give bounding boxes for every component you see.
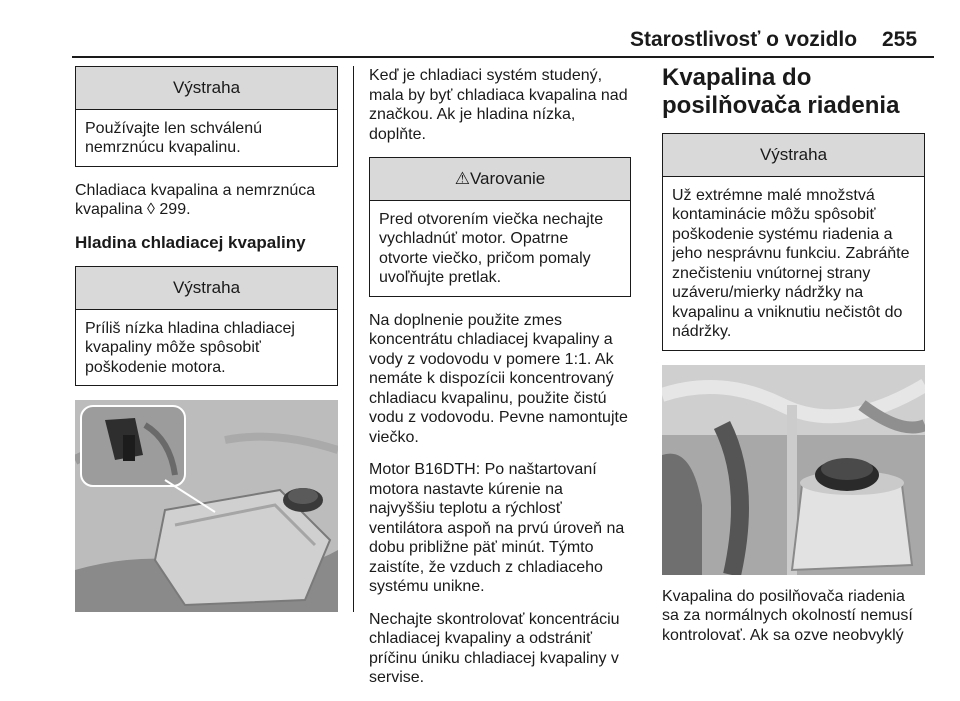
column-divider [353,66,354,612]
refill-mixture-paragraph: Na doplnenie použite zmes koncentrátu chladiacej kvapaliny a vody z vodovodu v pomere 1:1. Ak nemáte k dispozícii koncentrovaný chladiacu kvapalinu, použite čistú vodu z vodovodu. Pevne namontujte viečko. [369,311,628,446]
page-number: 255 [882,28,918,51]
power-steering-reservoir-photo [662,365,925,575]
warning-box [662,133,925,351]
warning-box-title: Výstraha [76,267,337,310]
service-check-paragraph: Nechajte skontrolovať koncentráciu chladiacej kvapaliny a odstrániť príčinu úniku chladiacej kvapaliny v servise. [369,610,620,686]
coolant-level-heading: Hladina chladiacej kvapaliny [75,232,306,252]
warning-box-title: Výstraha [663,134,924,177]
coolant-reference-paragraph: Chladiaca kvapalina a nemrznúca kvapalina ◊ 299. [75,181,316,218]
warning-box [75,266,338,386]
engine-b16dth-paragraph: Motor B16DTH: Po naštartovaní motora nastavte kúrenie na najvyššiu teplotu a rýchlosť ventilátora aspoň na prvú úroveň na dobu približne päť minút. Týmto zaistíte, že vzduch z chladiaceho systému unikne. [369,461,625,595]
caution-box-text: Pred otvorením viečka nechajte vychladnúť motor. Opatrne otvorte viečko, pričom pomaly uvoľňujte pretlak. [379,210,604,286]
header-rule [72,56,934,58]
header-title: Starostlivosť o vozidlo [630,28,858,51]
column-3 [662,66,925,658]
coolant-level-paragraph: Keď je chladiaci systém studený, mala by byť chladiaca kvapalina nad značkou. Ak je hladina nízka, doplňte. [369,67,628,143]
warning-box-text: Príliš nízka hladina chladiacej kvapaliny môže spôsobiť poškodenie motora. [85,319,295,376]
column-1 [75,66,338,624]
warning-box-text: Už extrémne malé množstvá kontaminácie môžu spôsobiť poškodenie systému riadenia a jeho nesprávnu funkciu. Zabráňte znečisteniu vnútornej strany uzáveru/mierky nádržky na kvapalinu a vniknutiu nečistôt do nádržky. [672,186,910,340]
column-2 [369,66,631,701]
power-steering-fluid-heading: Kvapalina do posilňovača riadenia [662,64,900,119]
caution-box-title: ⚠Varovanie [370,158,630,201]
warning-box-title: Výstraha [76,67,337,110]
power-steering-paragraph: Kvapalina do posilňovača riadenia sa za normálnych okolností nemusí kontrolovať. Ak sa ozve neobvyklý [662,587,913,644]
coolant-reservoir-photo [75,400,338,612]
warning-box [75,66,338,167]
caution-box [369,157,631,297]
warning-box-text: Používajte len schválenú nemrznúcu kvapalinu. [85,119,262,156]
